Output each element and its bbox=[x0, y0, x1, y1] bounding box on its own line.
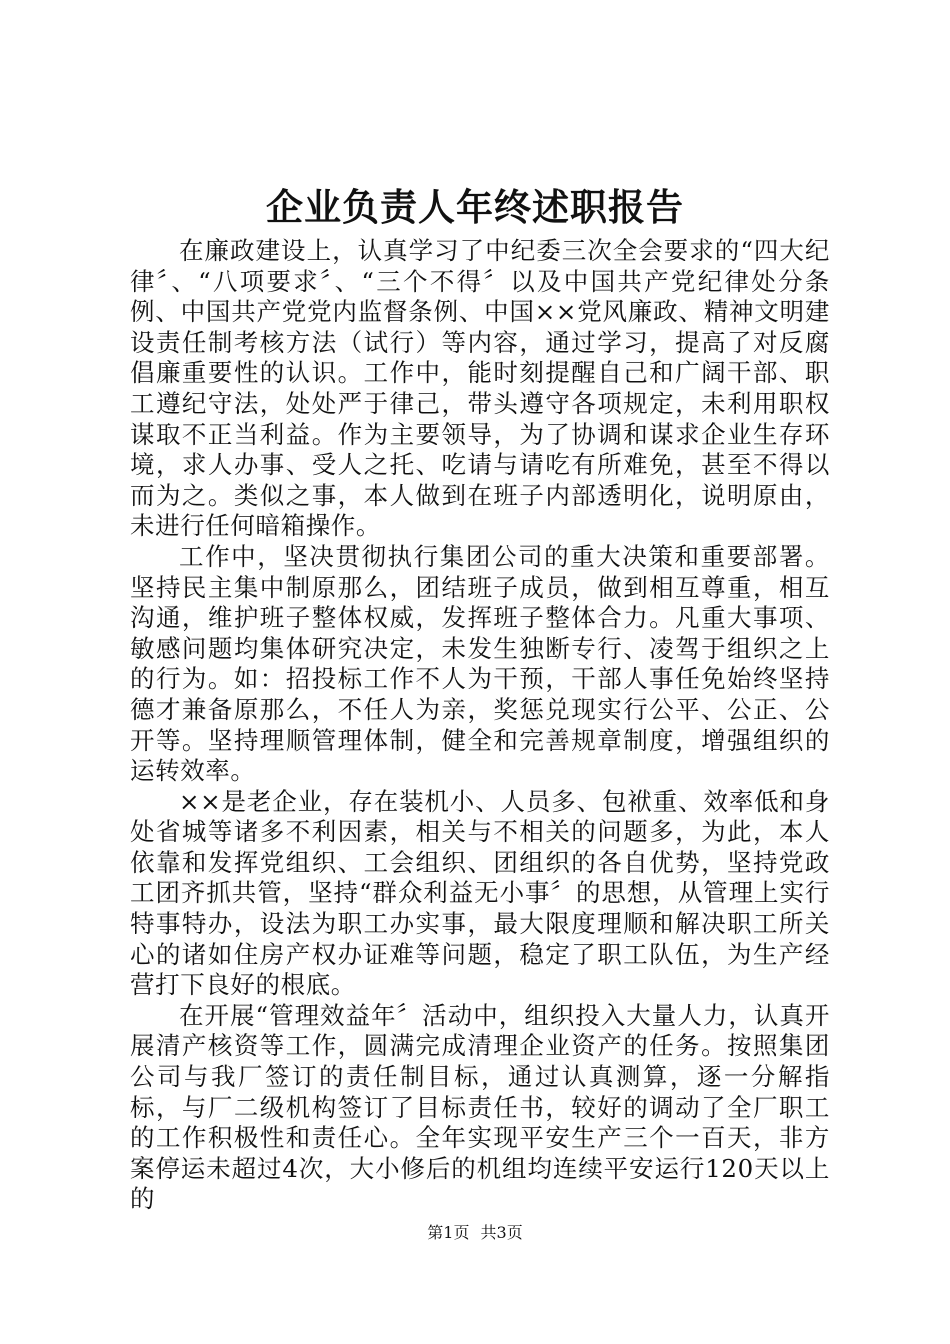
document-title: 企业负责人年终述职报告 bbox=[266, 185, 684, 229]
paragraph-2: 工作中，坚决贯彻执行集团公司的重大决策和重要部署。坚持民主集中制原那么，团结班子成员，做到相互尊重，相互沟通，维护班子整体权威，发挥班子整体合力。凡重大事项、敏感问题均集体研究决定，未发生独断专行、凌驾于组织之上的行为。如：招投标工作不人为干预，干部人事任免始终坚持德才兼备原那么，不任人为亲，奖惩兑现实行公平、公正、公开等。坚持理顺管理体制，健全和完善规章制度，增强组织的运转效率。 bbox=[130, 541, 830, 786]
page-total: 共3页 bbox=[480, 1223, 523, 1242]
page-footer bbox=[0, 1222, 950, 1244]
paragraph-1: 在廉政建设上，认真学习了中纪委三次全会要求的“四大纪律〞、“八项要求〞、“三个不得〞以及中国共产党纪律处分条例、中国共产党党内监督条例、中国××党风廉政、精神文明建设责任制考核方法（试行）等内容，通过学习，提高了对反腐倡廉重要性的认识。工作中，能时刻提醒自己和广阔干部、职工遵纪守法，处处严于律己，带头遵守各项规定，未利用职权谋取不正当利益。作为主要领导，为了协调和谋求企业生存环境，求人办事、受人之托、吃请与请吃有所难免，甚至不得以而为之。类似之事，本人做到在班子内部透明化，说明原由，未进行任何暗箱操作。 bbox=[130, 236, 830, 541]
paragraph-3: ××是老企业，存在装机小、人员多、包袱重、效率低和身处省城等诸多不利因素，相关与不相关的问题多，为此，本人依靠和发挥党组织、工会组织、团组织的各自优势，坚持党政工团齐抓共管，坚持“群众利益无小事〞的思想，从管理上实行特事特办，设法为职工办实事，最大限度理顺和解决职工所关心的诸如住房产权办证难等问题，稳定了职工队伍，为生产经营打下良好的根底。 bbox=[130, 786, 830, 1000]
paragraph-4: 在开展“管理效益年〞活动中，组织投入大量人力，认真开展清产核资等工作，圆满完成清理企业资产的任务。按照集团公司与我厂签订的责任制目标，通过认真测算，逐一分解指标，与厂二级机构签订了目标责任书，较好的调动了全厂职工的工作积极性和责任心。全年实现平安生产三个一百天，非方案停运未超过4次，大小修后的机组均连续平安运行120天以上的 bbox=[130, 1000, 830, 1214]
document-body bbox=[130, 236, 830, 1215]
page-number: 第1页 bbox=[427, 1223, 470, 1242]
